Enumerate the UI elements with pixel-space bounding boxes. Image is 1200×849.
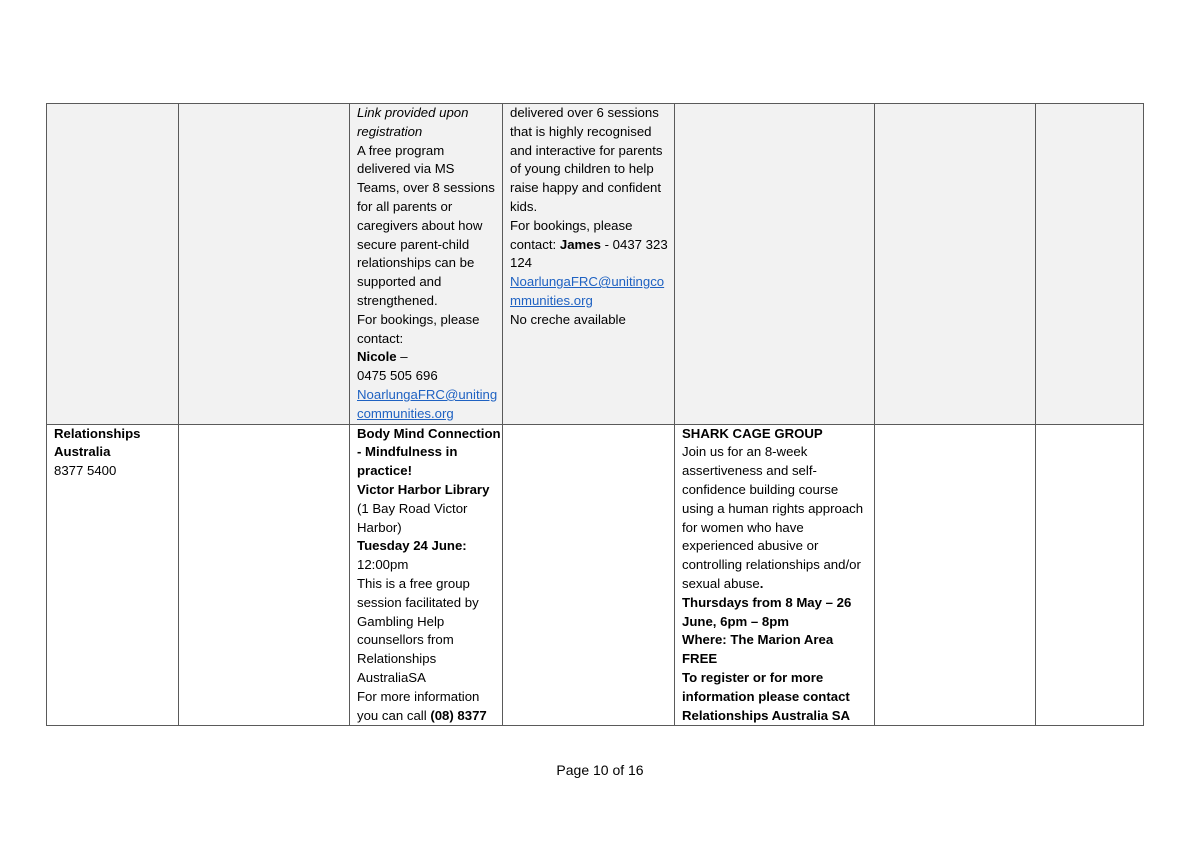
contact-name-line: Nicole – [357, 349, 408, 365]
table-row [47, 104, 1144, 425]
table-row [47, 424, 1144, 726]
table-cell-empty [1036, 104, 1144, 425]
email-link[interactable]: mmunities.org [510, 292, 593, 308]
services-table [46, 103, 1144, 726]
table-cell-empty [503, 424, 675, 726]
table-cell-empty [1036, 424, 1144, 726]
program-time: 12:00pm [357, 557, 409, 573]
email-link[interactable]: NoarlungaFRC@uniting [357, 386, 498, 402]
program-date: Tuesday 24 June: [357, 538, 467, 554]
program-schedule: June, 6pm – 8pm [682, 613, 790, 629]
contact-line: you can call (08) 8377 [357, 707, 487, 723]
table-cell-organisation [47, 424, 179, 726]
table-cell-empty [179, 424, 350, 726]
contact-phone: 0475 505 696 [357, 368, 438, 384]
email-link[interactable]: communities.org [357, 405, 454, 421]
program-title: Body Mind Connection [357, 425, 501, 441]
program-schedule: Thursdays from 8 May – 26 [682, 594, 852, 610]
program-title: - Mindfulness in [357, 444, 458, 460]
program-location: Where: The Marion Area [682, 632, 834, 648]
table-cell-program-description: delivered over 6 sessions that is highly recognised and interactive for parents of young children to help raise happy and confident kids. For bookings, please contact: James - 0437 323 124 NoarlungaFRC@unitingco mmunities.org No creche available [503, 104, 675, 425]
table-cell-empty [875, 424, 1036, 726]
page-number: Page 10 of 16 [556, 762, 644, 778]
organisation-name: Australia [54, 444, 111, 460]
contact-name: Nicole [357, 349, 397, 365]
email-link[interactable]: NoarlungaFRC@unitingco [510, 274, 665, 290]
program-title: SHARK CAGE GROUP [682, 425, 823, 441]
program-title: practice! [357, 463, 412, 479]
organisation-phone: 8377 5400 [54, 463, 117, 479]
contact-line: contact: James - 0437 323 [510, 236, 668, 252]
table-cell-empty [675, 104, 875, 425]
table-cell-organisation [47, 104, 179, 425]
table-cell-program-description: Body Mind Connection - Mindfulness in practice! Victor Harbor Library (1 Bay Road Victor Harbor) Tuesday 24 June: 12:00pm This is a free group session facilitated by Gambling Help counsellors from Relationships AustraliaSA For more information you can call (08) 8377 [350, 424, 503, 726]
organisation-name: Relationships [54, 425, 141, 441]
table-cell-program-description: Link provided upon registration A free program delivered via MS Teams, over 8 sessions for all parents or caregivers about how secure parent-child relationships can be supported and strengthened. For bookings, please contact: Nicole – 0475 505 696 NoarlungaFRC@uniting communities.org [350, 104, 503, 425]
table-cell-empty [179, 104, 350, 425]
table-cell-empty [875, 104, 1036, 425]
contact-phone: (08) 8377 [430, 707, 487, 723]
program-venue: Victor Harbor Library [357, 481, 490, 497]
program-cost: FREE [682, 651, 718, 667]
contact-name: James [559, 236, 601, 252]
table-cell-program-description: SHARK CAGE GROUP Join us for an 8-week assertiveness and self- confidence building course using a human rights approach for women who have experienced abusive or controlling relationships and/or sexual abuse. Thursdays from 8 May – 26 June, 6pm – 8pm Where: The Marion Area FREE To register or for more information please contact Relationships Australia SA [675, 424, 875, 726]
